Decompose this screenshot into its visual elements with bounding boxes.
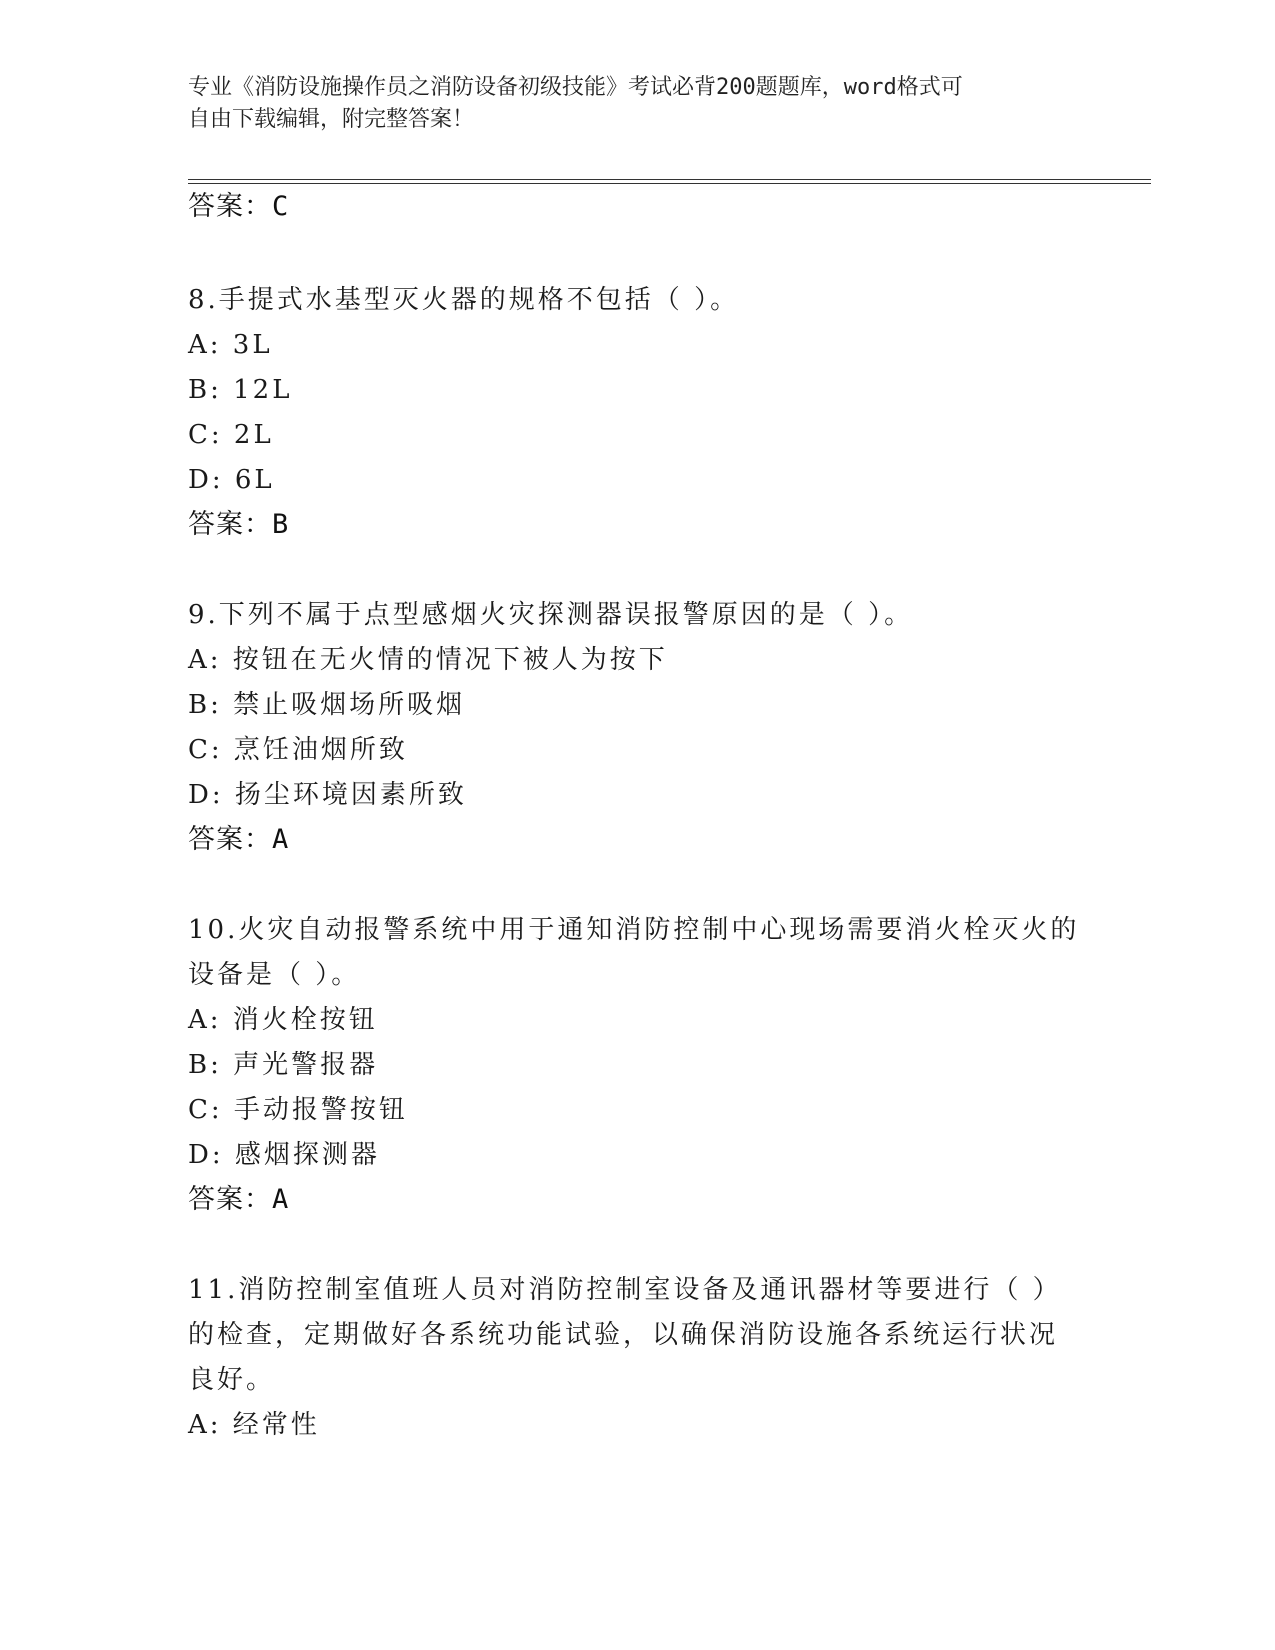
header-line-2: 自由下载编辑，附完整答案！ [188, 107, 475, 132]
header-divider [188, 179, 1151, 184]
option-c: C: 2L [188, 420, 274, 450]
question-stem-line-2: 的检查，定期做好各系统功能试验，以确保消防设施各系统运行状况 [188, 1320, 1059, 1350]
question-stem: 8.手提式水基型灭火器的规格不包括（ ）。 [188, 285, 740, 315]
answer-line: 答案：C [188, 191, 290, 222]
option-d: D: 6L [188, 465, 275, 495]
option-a: A: 按钮在无火情的情况下被人为按下 [188, 645, 668, 675]
question-stem-line-2: 设备是（ ）。 [188, 960, 361, 990]
option-a: A: 消火栓按钮 [188, 1005, 378, 1035]
option-d: D: 感烟探测器 [188, 1140, 380, 1170]
option-a: A: 3L [188, 330, 273, 360]
answer-line: 答案：A [188, 1184, 290, 1215]
answer-line: 答案：B [188, 509, 290, 540]
header-line-1: 专业《消防设施操作员之消防设备初级技能》考试必背200题题库，word格式可 [188, 75, 963, 100]
option-d: D: 扬尘环境因素所致 [188, 780, 467, 810]
answer-line: 答案：A [188, 824, 290, 855]
option-c: C: 手动报警按钮 [188, 1095, 408, 1125]
question-stem: 9.下列不属于点型感烟火灾探测器误报警原因的是（ ）。 [188, 600, 914, 630]
page-header [188, 72, 1088, 136]
option-b: B: 声光警报器 [188, 1050, 379, 1080]
option-b: B: 禁止吸烟场所吸烟 [188, 690, 466, 720]
option-b: B: 12L [188, 375, 293, 405]
option-c: C: 烹饪油烟所致 [188, 735, 408, 765]
question-stem-line-3: 良好。 [188, 1365, 276, 1395]
question-stem-line-1: 10.火灾自动报警系统中用于通知消防控制中心现场需要消火栓灭火的 [188, 915, 1080, 945]
option-a: A: 经常性 [188, 1410, 320, 1440]
question-stem-line-1: 11.消防控制室值班人员对消防控制室设备及通讯器材等要进行（ ） [188, 1275, 1062, 1305]
